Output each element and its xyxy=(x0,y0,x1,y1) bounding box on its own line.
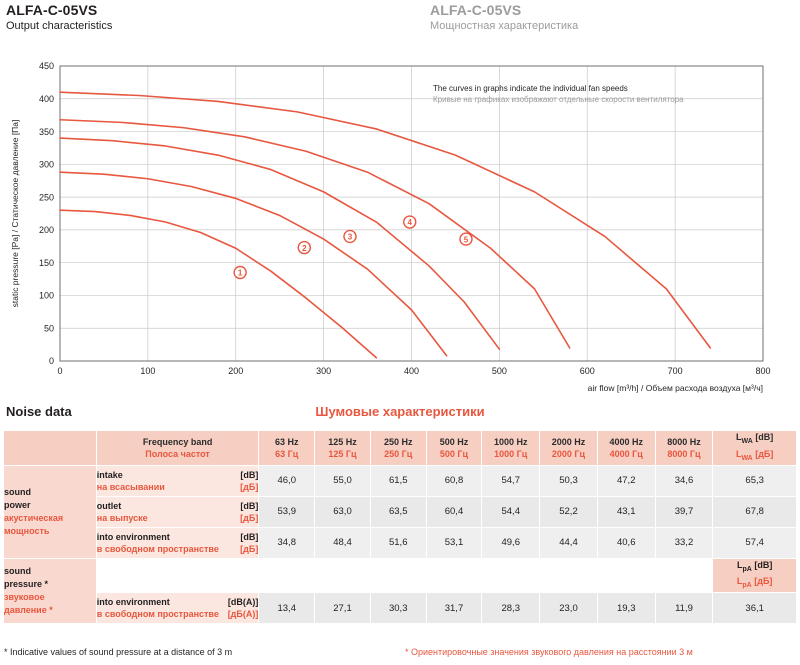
header-frequency-band xyxy=(96,431,259,466)
cell-value: 54,4 xyxy=(482,496,540,527)
cell-value: 40,6 xyxy=(597,527,655,558)
svg-text:50: 50 xyxy=(43,323,54,334)
cell-value: 50,3 xyxy=(540,465,598,496)
table-subheader-row xyxy=(4,558,797,593)
footnote xyxy=(0,646,800,662)
svg-text:300: 300 xyxy=(38,159,54,170)
row-label-pressure-environment xyxy=(96,593,259,624)
cell-value: 53,1 xyxy=(426,527,482,558)
cell-total: 65,3 xyxy=(713,465,797,496)
row-outlet-ru-unit: [дБ] xyxy=(240,512,259,523)
product-subtitle-en: Output characteristics xyxy=(6,20,113,32)
noise-heading-ru: Шумовые характеристики xyxy=(315,404,485,419)
row-outlet-ru: на выпуске xyxy=(96,512,148,523)
svg-text:4: 4 xyxy=(407,218,412,228)
row-outlet-en-unit: [dB] xyxy=(240,500,259,511)
sound-power-en-2: power xyxy=(4,499,31,510)
svg-text:0: 0 xyxy=(48,356,54,367)
noise-data-table xyxy=(3,430,797,624)
svg-text:3: 3 xyxy=(347,232,353,242)
sound-pressure-ru-1: звуковое xyxy=(4,591,45,602)
row-env-ru-unit: [дБ] xyxy=(240,543,259,554)
row-intake-en-unit: [dB] xyxy=(240,469,259,480)
svg-text:100: 100 xyxy=(38,290,54,301)
svg-text:500: 500 xyxy=(491,366,507,376)
cell-value: 43,1 xyxy=(597,496,655,527)
performance-chart xyxy=(0,46,800,398)
svg-text:250: 250 xyxy=(38,192,54,203)
cell-value: 54,7 xyxy=(482,465,540,496)
row-label-outlet xyxy=(96,496,259,527)
row-env-ru: в свободном пространстве xyxy=(96,543,219,554)
cell-value: 53,9 xyxy=(259,496,315,527)
noise-data-heading xyxy=(0,400,800,428)
row-press-en-unit: [dB(A)] xyxy=(227,597,259,608)
svg-text:150: 150 xyxy=(38,257,54,268)
row-env-en-unit: [dB] xyxy=(240,531,259,542)
row-label-intake xyxy=(96,465,259,496)
cell-value: 48,4 xyxy=(315,527,371,558)
row-press-en: into environment xyxy=(96,597,170,608)
cell-value: 33,2 xyxy=(655,527,713,558)
header-col-63hz xyxy=(259,431,315,466)
col-63hz-ru: 63 Гц xyxy=(275,448,299,459)
lwa-en: $L_{WA}$ [dB] xyxy=(736,432,774,445)
noise-heading-en: Noise data xyxy=(6,404,72,419)
col-2000hz-en: 2000 Hz xyxy=(551,436,586,447)
svg-text:air flow [m³/h] / Объем расход: air flow [m³/h] / Объем расхода воздуха [м³/ч] xyxy=(587,383,763,393)
col-500hz-en: 500 Hz xyxy=(439,436,469,447)
svg-text:400: 400 xyxy=(403,366,420,376)
svg-text:Кривые на графиках изображают: Кривые на графиках изображают отдельные скорости вентилятора xyxy=(433,95,684,104)
product-subtitle-ru: Мощностная характеристика xyxy=(430,20,579,32)
cell-value: 11,9 xyxy=(655,593,713,624)
cell-value: 51,6 xyxy=(370,527,426,558)
cell-value: 31,7 xyxy=(426,593,482,624)
table-header-row xyxy=(4,431,797,466)
svg-text:static pressure [Pa] / Статиче: static pressure [Pa] / Статическое давление [Па] xyxy=(10,119,20,308)
row-intake-ru: на всасывании xyxy=(96,481,165,492)
col-8000hz-en: 8000 Hz xyxy=(667,436,701,447)
col-500hz-ru: 500 Гц xyxy=(439,448,469,459)
cell-value: 39,7 xyxy=(655,496,713,527)
svg-text:200: 200 xyxy=(38,225,54,236)
svg-text:400: 400 xyxy=(38,93,54,104)
table-row xyxy=(4,527,797,558)
freq-band-ru: Полоса частот xyxy=(145,448,210,459)
col-250hz-ru: 250 Гц xyxy=(384,448,413,459)
cell-value: 47,2 xyxy=(597,465,655,496)
cell-value: 63,0 xyxy=(315,496,371,527)
cell-value: 19,3 xyxy=(597,593,655,624)
row-outlet-en: outlet xyxy=(96,500,122,511)
col-8000hz-ru: 8000 Гц xyxy=(667,448,701,459)
svg-text:2: 2 xyxy=(302,243,307,253)
header-col-125hz xyxy=(315,431,371,466)
group-label-sound-power xyxy=(4,465,97,558)
cell-total: 67,8 xyxy=(713,496,797,527)
col-4000hz-ru: 4000 Гц xyxy=(609,448,643,459)
header-english xyxy=(6,2,112,33)
svg-text:800: 800 xyxy=(755,366,771,376)
cell-total: 57,4 xyxy=(713,527,797,558)
table-row xyxy=(4,465,797,496)
row-env-en: into environment xyxy=(96,531,170,542)
header-col-lwa xyxy=(713,431,797,466)
product-title-en: ALFA-C-05VS xyxy=(6,2,98,18)
header-col-4000hz xyxy=(597,431,655,466)
lpa-ru: $L_{pA}$ [дБ] xyxy=(736,576,773,590)
lpa-en: $L_{pA}$ [dB] xyxy=(737,559,773,573)
svg-text:600: 600 xyxy=(579,366,595,376)
col-125hz-ru: 125 Гц xyxy=(328,448,357,459)
svg-text:The curves in graphs indicate: The curves in graphs indicate the individual fan speeds xyxy=(433,84,628,93)
cell-value: 30,3 xyxy=(370,593,426,624)
cell-value: 46,0 xyxy=(259,465,315,496)
header-blank-cell xyxy=(4,431,97,466)
header-col-1000hz xyxy=(482,431,540,466)
svg-text:0: 0 xyxy=(57,366,63,376)
cell-value: 61,5 xyxy=(370,465,426,496)
svg-text:700: 700 xyxy=(667,366,683,376)
row-press-ru: в свободном пространстве xyxy=(96,609,219,620)
freq-band-en: Frequency band xyxy=(142,436,213,447)
cell-value: 60,8 xyxy=(426,465,482,496)
svg-text:5: 5 xyxy=(463,235,469,245)
table-row xyxy=(4,593,797,624)
cell-value: 23,0 xyxy=(540,593,598,624)
svg-text:1: 1 xyxy=(237,268,243,278)
spacer-cell xyxy=(96,558,713,593)
sound-power-en-1: sound xyxy=(4,486,31,497)
col-250hz-en: 250 Hz xyxy=(383,436,413,447)
sound-pressure-ru-2: давление * xyxy=(4,604,53,615)
cell-value: 34,8 xyxy=(259,527,315,558)
cell-value: 13,4 xyxy=(259,593,315,624)
cell-value: 60,4 xyxy=(426,496,482,527)
header-col-lpa xyxy=(713,558,797,593)
cell-value: 52,2 xyxy=(540,496,598,527)
cell-value: 27,1 xyxy=(315,593,371,624)
col-2000hz-ru: 2000 Гц xyxy=(551,448,586,459)
sound-power-ru-1: акустическая xyxy=(4,512,64,523)
svg-text:450: 450 xyxy=(38,61,54,72)
header-col-250hz xyxy=(370,431,426,466)
page-header xyxy=(0,0,800,46)
cell-value: 28,3 xyxy=(482,593,540,624)
cell-value: 44,4 xyxy=(540,527,598,558)
sound-pressure-en-1: sound xyxy=(4,565,31,576)
cell-total: 36,1 xyxy=(713,593,797,624)
col-63hz-en: 63 Hz xyxy=(274,436,299,447)
sound-pressure-en-2: pressure * xyxy=(4,578,49,589)
footnote-en: * Indicative values of sound pressure at a distance of 3 m xyxy=(4,647,233,657)
row-intake-ru-unit: [дБ] xyxy=(240,481,259,492)
col-1000hz-en: 1000 Hz xyxy=(493,436,528,447)
sound-power-ru-2: мощность xyxy=(4,525,50,536)
header-russian xyxy=(430,2,578,33)
svg-text:100: 100 xyxy=(140,366,156,376)
svg-text:300: 300 xyxy=(316,366,332,376)
row-press-ru-unit: [дБ(А)] xyxy=(227,609,259,620)
row-label-into-environment xyxy=(96,527,259,558)
chart-svg xyxy=(0,46,800,398)
svg-text:350: 350 xyxy=(38,126,54,137)
cell-value: 34,6 xyxy=(655,465,713,496)
svg-text:200: 200 xyxy=(228,366,244,376)
row-intake-en: intake xyxy=(96,469,123,480)
col-1000hz-ru: 1000 Гц xyxy=(494,448,528,459)
group-label-sound-pressure xyxy=(4,558,97,624)
lwa-ru: $L_{WA}$ [дБ] xyxy=(735,448,774,462)
table-row xyxy=(4,496,797,527)
col-4000hz-en: 4000 Hz xyxy=(609,436,643,447)
header-col-8000hz xyxy=(655,431,713,466)
col-125hz-en: 125 Hz xyxy=(328,436,357,447)
header-col-2000hz xyxy=(540,431,598,466)
cell-value: 49,6 xyxy=(482,527,540,558)
cell-value: 63,5 xyxy=(370,496,426,527)
header-col-500hz xyxy=(426,431,482,466)
footnote-ru: * Ориентировочные значения звукового давления на расстоянии 3 м xyxy=(405,647,693,657)
cell-value: 55,0 xyxy=(315,465,371,496)
product-title-ru: ALFA-C-05VS xyxy=(430,2,522,18)
